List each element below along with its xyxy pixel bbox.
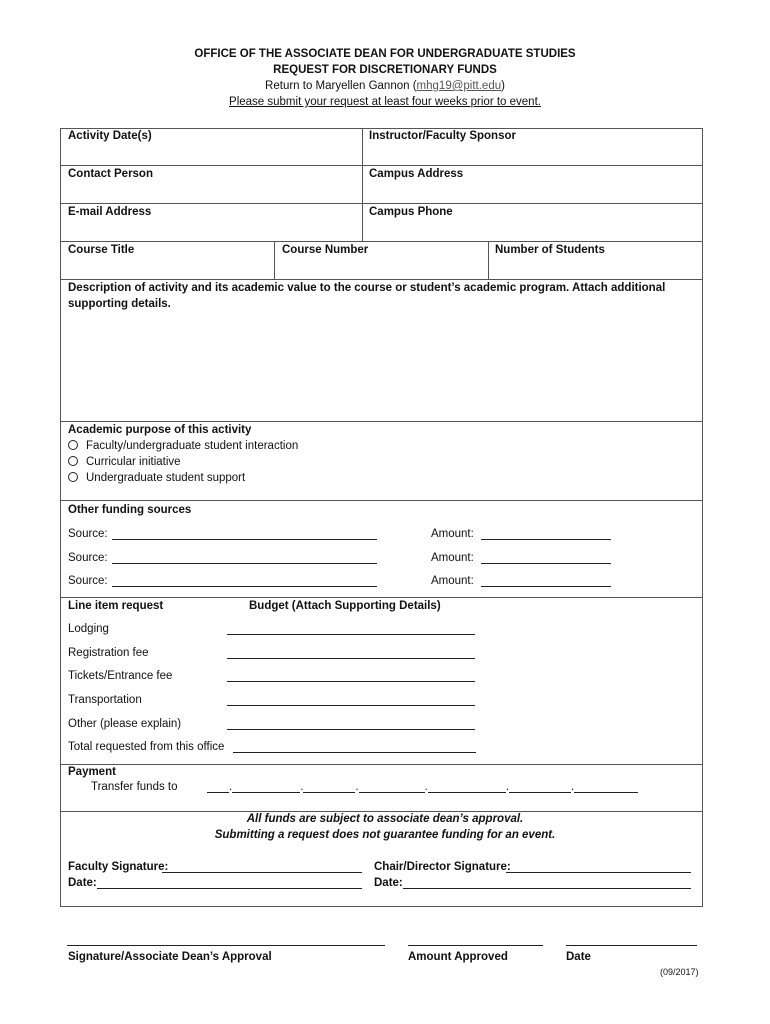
amount-approved-input[interactable] <box>408 945 543 946</box>
amount-input-1[interactable] <box>481 539 611 540</box>
approval-note-1: All funds are subject to associate dean’s approval. <box>246 813 524 825</box>
description-label-1: Description of activity and its academic value to the course or student’s academic program. Attach additional <box>68 282 666 294</box>
radio-circle-icon[interactable] <box>68 456 78 466</box>
funding-title: Other funding sources <box>68 504 192 516</box>
radio-circle-icon[interactable] <box>68 472 78 482</box>
budget-item-tickets: Tickets/Entrance fee <box>68 670 173 682</box>
amount-approved-label: Amount Approved <box>408 951 508 963</box>
budget-item-lodging: Lodging <box>68 623 109 635</box>
campus-address-field[interactable]: Campus Address <box>369 168 464 180</box>
amount-input-3[interactable] <box>481 586 611 587</box>
chair-date-input[interactable] <box>403 888 691 889</box>
description-input-area[interactable] <box>61 316 702 420</box>
account-number-input[interactable]: . . . . . . <box>207 781 638 793</box>
transportation-input[interactable] <box>227 705 475 706</box>
faculty-signature-input[interactable] <box>162 872 362 873</box>
faculty-signature-label: Faculty Signature: <box>68 861 169 873</box>
num-students-field[interactable]: Number of Students <box>495 244 605 256</box>
source-label-3: Source: <box>68 575 108 587</box>
amount-label-2: Amount: <box>431 552 474 564</box>
return-prefix: Return to Maryellen Gannon ( <box>265 80 417 92</box>
campus-phone-field[interactable]: Campus Phone <box>369 206 453 218</box>
amount-label-3: Amount: <box>431 575 474 587</box>
activity-dates-field[interactable]: Activity Date(s) <box>68 130 152 142</box>
lodging-input[interactable] <box>227 634 475 635</box>
approval-date-label: Date <box>566 951 591 963</box>
source-label-2: Source: <box>68 552 108 564</box>
purpose-option-support[interactable]: Undergraduate student support <box>68 472 245 484</box>
contact-person-field[interactable]: Contact Person <box>68 168 153 180</box>
budget-item-transportation: Transportation <box>68 694 142 706</box>
submission-notice: Please submit your request at least four weeks prior to event. <box>229 96 541 108</box>
dean-signature-input[interactable] <box>67 945 385 946</box>
dean-signature-label: Signature/Associate Dean’s Approval <box>68 951 272 963</box>
amount-input-2[interactable] <box>481 563 611 564</box>
approval-note-2: Submitting a request does not guarantee funding for an event. <box>214 829 556 841</box>
form-version: (09/2017) <box>660 967 699 977</box>
course-title-field[interactable]: Course Title <box>68 244 135 256</box>
instructor-field[interactable]: Instructor/Faculty Sponsor <box>369 130 516 142</box>
budget-title: Budget (Attach Supporting Details) <box>249 600 441 612</box>
payment-title: Payment <box>68 766 116 778</box>
source-input-3[interactable] <box>112 586 377 587</box>
approval-date-input[interactable] <box>566 945 697 946</box>
faculty-date-input[interactable] <box>97 888 362 889</box>
faculty-date-label: Date: <box>68 877 97 889</box>
budget-item-registration: Registration fee <box>68 647 149 659</box>
transfer-funds-label: Transfer funds to <box>91 781 178 793</box>
source-label-1: Source: <box>68 528 108 540</box>
source-input-1[interactable] <box>112 539 377 540</box>
chair-date-label: Date: <box>374 877 403 889</box>
chair-signature-label: Chair/Director Signature: <box>374 861 511 873</box>
purpose-title: Academic purpose of this activity <box>68 424 252 436</box>
email-link[interactable]: mhg19@pitt.edu <box>416 80 502 92</box>
radio-circle-icon[interactable] <box>68 440 78 450</box>
course-number-field[interactable]: Course Number <box>282 244 369 256</box>
other-input[interactable] <box>227 729 475 730</box>
budget-item-other: Other (please explain) <box>68 718 182 730</box>
registration-input[interactable] <box>227 658 475 659</box>
source-input-2[interactable] <box>112 563 377 564</box>
return-to-line <box>0 80 770 92</box>
description-label-2: supporting details. <box>68 298 171 310</box>
amount-label-1: Amount: <box>431 528 474 540</box>
line-item-title: Line item request <box>68 600 164 612</box>
purpose-option-faculty[interactable]: Faculty/undergraduate student interaction <box>68 440 298 452</box>
tickets-input[interactable] <box>227 681 475 682</box>
form-title-request: REQUEST FOR DISCRETIONARY FUNDS <box>273 64 497 76</box>
purpose-option-curricular[interactable]: Curricular initiative <box>68 456 181 468</box>
total-requested-input[interactable] <box>233 752 476 753</box>
total-requested-label: Total requested from this office <box>68 741 225 753</box>
chair-signature-input[interactable] <box>506 872 691 873</box>
email-address-field[interactable]: E-mail Address <box>68 206 152 218</box>
form-title-office: OFFICE OF THE ASSOCIATE DEAN FOR UNDERGRADUATE STUDIES <box>194 48 576 60</box>
return-suffix: ) <box>501 80 505 92</box>
